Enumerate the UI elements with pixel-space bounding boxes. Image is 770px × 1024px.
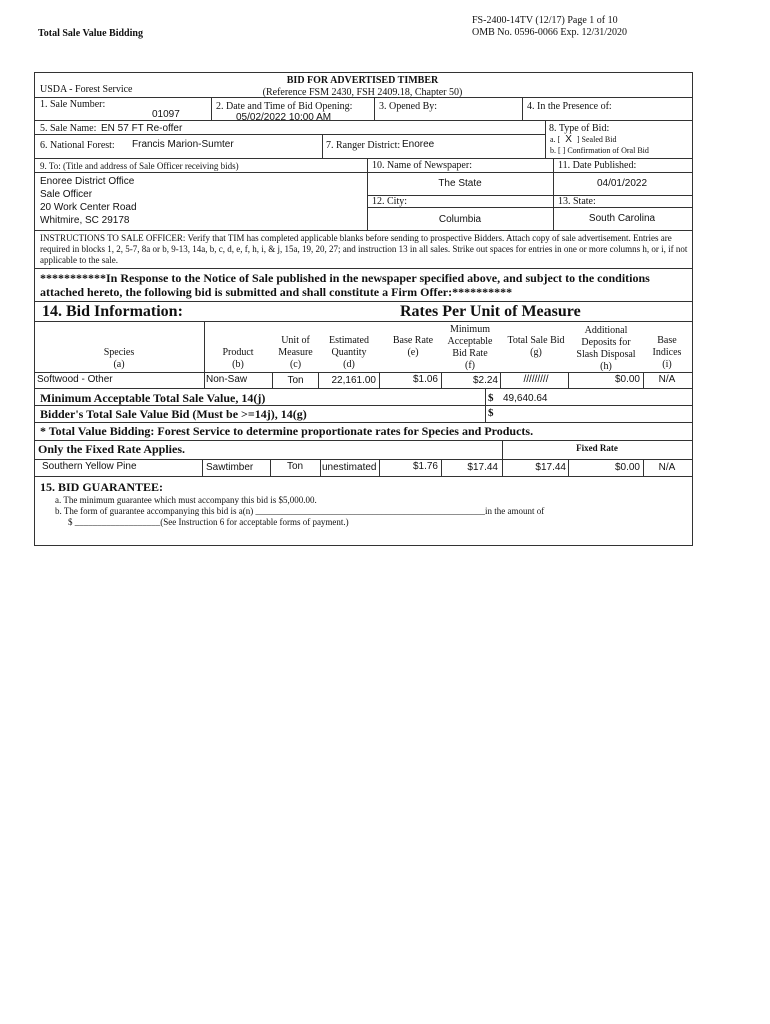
column-code: (f) [465,360,475,371]
rates-title: Rates Per Unit of Measure [400,303,581,320]
guarantee-line-a: a. The minimum guarantee which must accompany this bid is $5,000.00. [55,495,317,505]
agency: USDA - Forest Service [40,84,133,95]
divider [643,372,644,388]
divider [204,321,205,372]
divider [34,459,692,460]
column-code: (a) [113,359,125,370]
divider [502,459,503,476]
divider [34,97,692,98]
column-name: Total Sale Bid [507,335,565,346]
bid-opening-value[interactable]: 05/02/2022 10:00 AM [236,112,332,123]
divider [34,268,692,269]
col-product-header [204,347,272,371]
national-forest-value[interactable]: Francis Marion-Sumter [132,139,234,150]
divider [379,459,380,476]
newspaper-label: 10. Name of Newspaper: [372,160,472,171]
national-forest-label: 6. National Forest: [40,140,115,151]
column-name: Base Rate [392,335,434,346]
page-title: Total Sale Value Bidding [38,28,143,39]
row-unit[interactable]: Ton [287,375,304,386]
fixed-row-quantity[interactable]: unestimated [322,462,377,473]
ranger-district-label: 7. Ranger District: [326,140,401,151]
form-id: FS-2400-14TV (12/17) Page 1 of 10 [472,15,618,26]
total-value-note: * Total Value Bidding: Forest Service to determine proportionate rates for Species and Products. [40,424,534,438]
divider [34,422,692,423]
oral-bid-checkbox[interactable]: b. [ ] Confirmation of Oral Bid [550,146,649,155]
col-species-header [34,347,204,371]
sale-name-label: 5. Sale Name: [40,123,97,134]
state-value[interactable]: South Carolina [588,213,656,224]
col-total-bid-header [506,335,566,359]
row-min-rate[interactable]: $2.24 [472,375,498,386]
col-min-rate-header [443,324,497,372]
divider [643,459,644,476]
omb-number: OMB No. 0596-0066 Exp. 12/31/2020 [472,27,627,38]
ranger-district-value[interactable]: Enoree [402,139,435,150]
row-base-rate[interactable]: $1.06 [412,374,438,385]
address-line: 20 Work Center Road [40,202,137,213]
divider [34,134,546,135]
divider [34,372,692,373]
column-name: Estimated Quantity [329,335,369,358]
col-base-rate-header [388,335,438,359]
divider [34,158,692,159]
divider [500,372,501,388]
fixed-row-indices[interactable]: N/A [658,462,676,473]
instructions-text: INSTRUCTIONS TO SALE OFFICER: Verify that TIM has completed applicable blanks before sending to prospective Bidders. Attach copy of sale advertisement. Entries are required in blocks 1, 2, 5-7, 8a or b, 9-13, 14a, b, c, d, e, f, h, i, & j, 15a, 19, 20, 27; and instruction 13 in all sales. Strike out spaces for entries in one or more columns h, or i, if not applicable to the sale. [40,233,688,265]
column-name: Additional Deposits for Slash Disposal [576,325,636,360]
bid-guarantee-title: 15. BID GUARANTEE: [40,480,164,494]
divider [272,372,273,388]
fixed-rate-header: Fixed Rate [576,443,618,453]
bid-type-sealed-prefix: a. [ [550,135,561,144]
divider [374,97,375,120]
divider [367,172,692,173]
divider [441,372,442,388]
column-code: (d) [343,359,355,370]
divider [568,372,569,388]
min-total-label: Minimum Acceptable Total Sale Value, 14(j) [40,391,266,405]
divider [34,476,692,477]
row-quantity[interactable]: 22,161.00 [331,375,376,386]
column-code: (g) [530,347,542,358]
divider [34,388,692,389]
min-total-value[interactable]: 49,640.64 [503,393,548,404]
divider [204,372,205,388]
divider [211,97,212,120]
guarantee-line-b[interactable]: b. The form of guarantee accompanying this bid is a(n) ___________________________________________________in the amount of [55,506,545,516]
divider [34,120,692,121]
col-indices-header [646,335,688,371]
fixed-row-total-bid[interactable]: $17.44 [535,462,566,473]
column-name: Product [222,347,254,358]
date-published-label: 11. Date Published: [558,160,637,171]
column-code: (c) [289,359,302,370]
fixed-row-product[interactable]: Sawtimber [206,462,254,473]
sale-number-label: 1. Sale Number: [40,99,106,110]
col-unit-header [274,335,317,371]
address-line: Whitmire, SC 29178 [40,215,130,226]
fixed-row-species[interactable]: Southern Yellow Pine [42,461,137,472]
divider [545,120,546,158]
fixed-rate-label: Only the Fixed Rate Applies. [38,442,186,456]
fixed-row-deposits[interactable]: $0.00 [614,462,640,473]
divider [270,459,271,476]
min-total-dollar: $ [488,392,494,404]
bidder-total-dollar: $ [488,407,494,419]
col-deposits-header [570,325,642,373]
divider [322,134,323,158]
bid-type-label: 8. Type of Bid: [549,123,610,134]
bid-opening-label: 2. Date and Time of Bid Opening: [216,101,353,112]
bid-info-title: 14. Bid Information: [42,303,183,320]
divider [34,172,367,173]
row-product[interactable]: Non-Saw [206,374,248,385]
divider [367,207,692,208]
divider [379,372,380,388]
column-name: Base Indices [652,335,682,358]
row-species[interactable]: Softwood - Other [37,374,113,385]
column-name: Minimum Acceptable Bid Rate [447,324,493,359]
sale-officer-address[interactable] [40,175,137,227]
presence-label: 4. In the Presence of: [527,101,612,112]
bid-type-sealed [550,134,616,145]
form-title: BID FOR ADVERTISED TIMBER [286,75,439,86]
state-label: 13. State: [558,196,596,207]
divider [34,321,692,322]
divider [34,440,692,441]
divider [202,459,203,476]
bid-type-sealed-text: ] Sealed Bid [576,135,617,144]
date-published-value[interactable]: 04/01/2022 [596,178,648,189]
form-reference: (Reference FSM 2430, FSH 2409.18, Chapter 50) [262,87,463,98]
divider [522,97,523,120]
divider [320,459,321,476]
guarantee-line-c[interactable]: $ ___________________(See Instruction 6 for acceptable forms of payment.) [68,517,349,527]
firm-offer-line-1: ***********In Response to the Notice of Sale published in the newspaper specified above, and subject to the conditions [40,271,650,285]
bidder-total-label: Bidder's Total Sale Value Bid (Must be >=14j), 14(g) [40,407,307,421]
divider [568,459,569,476]
firm-offer-line-2: attached hereto, the following bid is submitted and shall constitute a Firm Offer:********** [40,285,513,299]
address-line: Sale Officer [40,189,93,200]
divider [318,372,319,388]
column-code: (h) [600,361,612,372]
divider [441,459,442,476]
row-indices[interactable]: N/A [658,374,676,385]
newspaper-value[interactable]: The State [438,178,482,189]
address-line: Enoree District Office [40,176,135,187]
row-deposits[interactable]: $0.00 [614,374,640,385]
row-total-bid[interactable]: ///////// [523,374,549,385]
divider [34,230,692,231]
divider [34,301,692,302]
city-label: 12. City: [372,196,408,207]
city-value[interactable]: Columbia [438,214,482,225]
sealed-bid-checkbox[interactable]: X [565,134,572,145]
column-code: (e) [407,347,419,358]
divider [34,405,692,406]
fixed-row-base-rate[interactable]: $1.76 [412,461,438,472]
opened-by-label: 3. Opened By: [379,101,438,112]
divider [367,195,692,196]
column-code: (i) [662,359,672,370]
column-code: (b) [232,359,244,370]
col-quantity-header [320,335,378,371]
sale-name-value[interactable]: EN 57 FT Re-offer [101,123,183,134]
fixed-row-min-rate[interactable]: $17.44 [467,462,498,473]
sale-number-value[interactable]: 01097 [152,109,180,120]
fixed-row-unit[interactable]: Ton [286,461,304,472]
sale-officer-label: 9. To: (Title and address of Sale Officer receiving bids) [40,161,239,171]
column-name: Species [103,347,135,358]
column-name: Unit of Measure [278,335,313,358]
